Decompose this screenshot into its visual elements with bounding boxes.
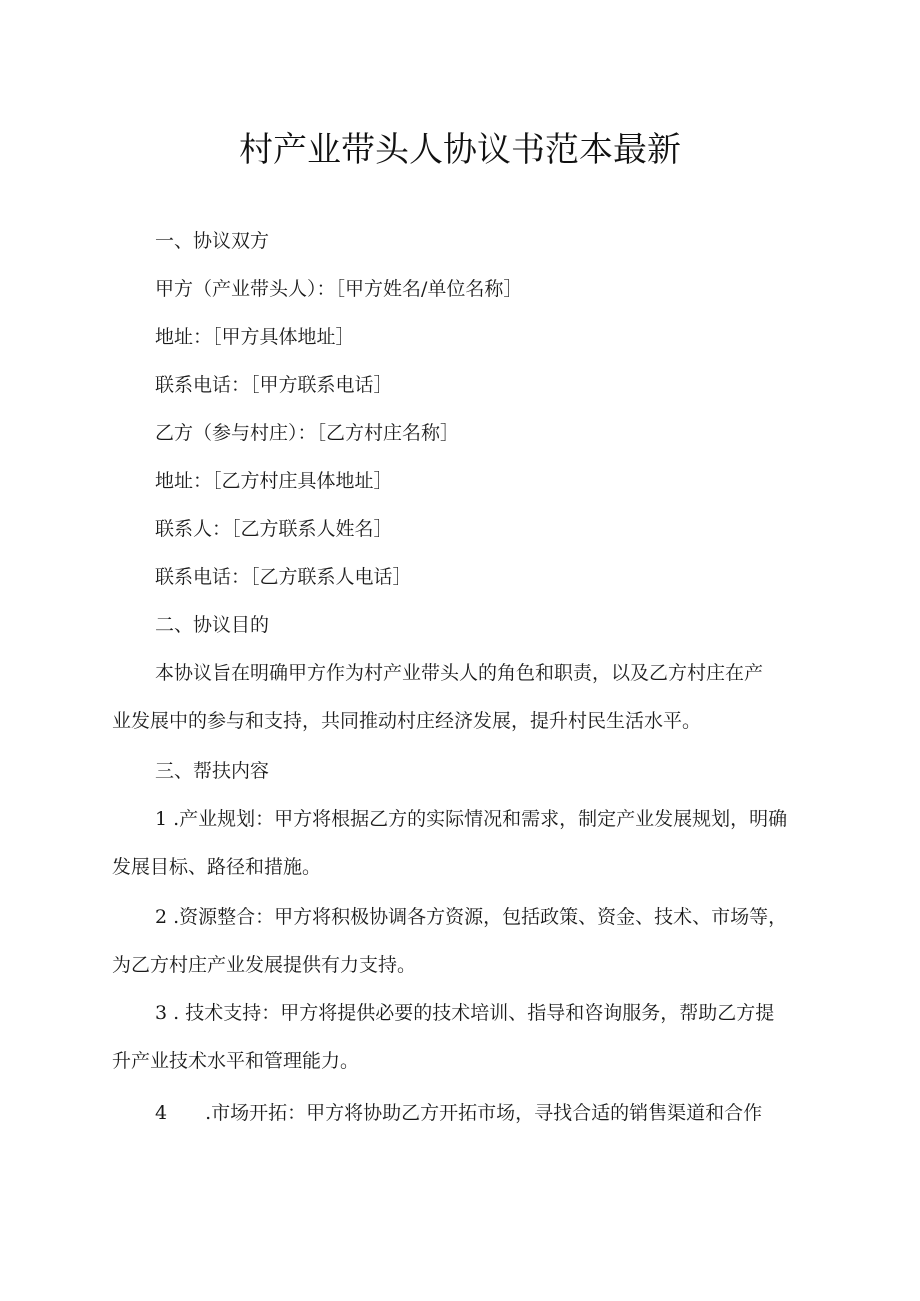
document-title: 村产业带头人协议书范本最新 xyxy=(239,130,681,170)
support-item-1-line-1: 1 .产业规划：甲方将根据乙方的实际情况和需求，制定产业发展规划，明确 xyxy=(155,808,788,830)
party-a-address: 地址：［甲方具体地址］ xyxy=(155,326,355,348)
support-item-2-line-1: 2 .资源整合：甲方将积极协调各方资源，包括政策、资金、技术、市场等， xyxy=(155,906,788,928)
support-item-1-line-2: 发展目标、路径和措施。 xyxy=(112,856,322,878)
party-a-line: 甲方（产业带头人）：［甲方姓名/单位名称］ xyxy=(155,278,523,300)
party-b-line: 乙方（参与村庄）：［乙方村庄名称］ xyxy=(155,422,460,444)
support-item-2-line-2: 为乙方村庄产业发展提供有力支持。 xyxy=(112,954,417,976)
support-item-3-line-1: 3 . 技术支持：甲方将提供必要的技术培训、指导和咨询服务，帮助乙方提 xyxy=(155,1002,775,1024)
section-heading-support: 三、帮扶内容 xyxy=(155,760,270,782)
purpose-paragraph-line-1: 本协议旨在明确甲方作为村产业带头人的角色和职责，以及乙方村庄在产 xyxy=(155,662,764,684)
support-item-4-line-1 xyxy=(155,1100,762,1126)
support-item-3-line-2: 升产业技术水平和管理能力。 xyxy=(112,1050,360,1072)
party-a-phone: 联系电话：［甲方联系电话］ xyxy=(155,374,393,396)
support-item-4-text: .市场开拓：甲方将协助乙方开拓市场，寻找合适的销售渠道和合作 xyxy=(205,1102,763,1124)
section-heading-purpose: 二、协议目的 xyxy=(155,614,270,636)
purpose-paragraph-line-2: 业发展中的参与和支持，共同推动村庄经济发展，提升村民生活水平。 xyxy=(112,710,702,732)
party-b-contact: 联系人：［乙方联系人姓名］ xyxy=(155,518,393,540)
party-b-address: 地址：［乙方村庄具体地址］ xyxy=(155,470,393,492)
section-heading-parties: 一、协议双方 xyxy=(155,230,270,252)
support-item-4-number: 4 xyxy=(155,1102,168,1124)
party-b-phone: 联系电话：［乙方联系人电话］ xyxy=(155,566,412,588)
